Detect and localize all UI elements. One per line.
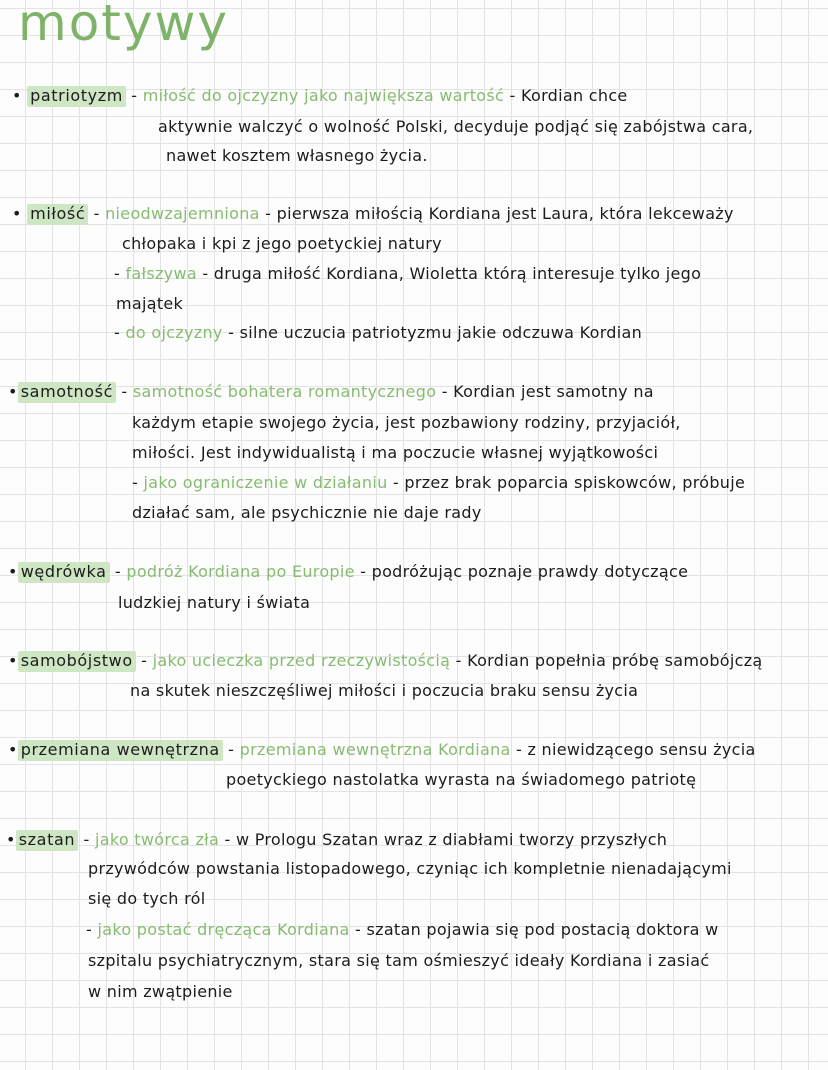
keyword-highlight: przemiana wewnętrzna <box>18 740 223 761</box>
bullet: • <box>8 382 18 401</box>
text-line: działać sam, ale psychicznie nie daje rady <box>132 503 482 522</box>
text: - druga miłość Kordiana, Wioletta którą interesuje tylko jego <box>196 264 702 283</box>
dash: - <box>88 204 106 223</box>
green-phrase: miłość do ojczyzny jako największa wartość <box>142 86 505 105</box>
text-line: aktywnie walczyć o wolność Polski, decyduje podjąć się zabójstwa cara, <box>158 117 754 136</box>
page-title: motywy <box>18 0 229 52</box>
keyword-highlight: wędrówka <box>18 562 110 583</box>
green-phrase: jako ucieczka przed rzeczywistością <box>152 651 451 670</box>
text-line <box>86 920 718 940</box>
section-line <box>8 651 763 671</box>
text: - podróżując poznaje prawdy dotyczące <box>354 562 689 581</box>
text-line <box>114 264 701 284</box>
bullet: • <box>12 204 22 223</box>
text-line: ludzkiej natury i świata <box>118 593 311 612</box>
text-line: nawet kosztem własnego życia. <box>166 146 428 165</box>
keyword-highlight: miłość <box>27 204 88 225</box>
text-line: przywódców powstania listopadowego, czyniąc ich kompletnie nienadającymi <box>88 859 732 878</box>
bullet: • <box>6 830 16 849</box>
text-line: w nim zwątpienie <box>88 982 233 1001</box>
dash: - <box>125 86 143 105</box>
dash: - <box>116 382 133 401</box>
green-phrase: jako postać dręcząca Kordiana <box>97 920 350 939</box>
section-line <box>8 382 654 402</box>
text-line <box>132 473 745 493</box>
text: - Kordian jest samotny na <box>436 382 654 401</box>
section-line <box>8 740 756 760</box>
bullet: • <box>8 562 18 581</box>
green-phrase: jako twórca zła <box>94 830 220 849</box>
green-phrase: fałszywa <box>125 264 197 283</box>
section-line <box>6 830 667 850</box>
text-line: każdym etapie swojego życia, jest pozbawiony rodziny, przyjaciół, <box>132 413 681 432</box>
dash: - <box>114 264 126 283</box>
green-phrase: do ojczyzny <box>125 323 223 342</box>
text: - przez brak poparcia spiskowców, próbuje <box>387 473 746 492</box>
text: - Kordian popełnia próbę samobójczą <box>450 651 763 670</box>
text-line: na skutek nieszczęśliwej miłości i poczucia braku sensu życia <box>130 681 639 700</box>
text: - Kordian chce <box>504 86 628 105</box>
text-line: chłopaka i kpi z jego poetyckiej natury <box>122 234 442 253</box>
text-line: się do tych ról <box>88 889 206 908</box>
green-phrase: podróż Kordiana po Europie <box>126 562 355 581</box>
text: - w Prologu Szatan wraz z diabłami tworzy przyszłych <box>219 830 668 849</box>
text-line: majątek <box>116 294 184 313</box>
text: - z niewidzącego sensu życia <box>510 740 756 759</box>
green-phrase: jako ograniczenie w działaniu <box>143 473 388 492</box>
keyword-highlight: szatan <box>16 830 78 851</box>
keyword-highlight: samotność <box>18 382 116 403</box>
section-line <box>12 204 734 224</box>
text-line: miłości. Jest indywidualistą i ma poczucie własnej wyjątkowości <box>132 443 659 462</box>
section-line <box>12 86 628 106</box>
dash: - <box>78 830 95 849</box>
keyword-highlight: patriotyzm <box>27 86 126 107</box>
text: - szatan pojawia się pod postacią doktora w <box>349 920 719 939</box>
bullet: • <box>12 86 22 105</box>
dash: - <box>222 740 240 759</box>
text-line: szpitalu psychiatrycznym, stara się tam ośmieszyć ideały Kordiana i zasiać <box>88 951 710 970</box>
green-phrase: nieodwzajemniona <box>105 204 260 223</box>
green-phrase: przemiana wewnętrzna Kordiana <box>239 740 511 759</box>
text-line: poetyckiego nastolatka wyrasta na świadomego patriotę <box>226 770 697 789</box>
dash: - <box>114 323 126 342</box>
dash: - <box>135 651 153 670</box>
bullet: • <box>8 740 18 759</box>
text-line <box>114 323 642 343</box>
text: - silne uczucia patriotyzmu jakie odczuwa Kordian <box>222 323 643 342</box>
green-phrase: samotność bohatera romantycznego <box>132 382 437 401</box>
section-line <box>8 562 688 582</box>
dash: - <box>86 920 98 939</box>
dash: - <box>109 562 127 581</box>
bullet: • <box>8 651 18 670</box>
keyword-highlight: samobójstwo <box>18 651 136 672</box>
text: - pierwsza miłością Kordiana jest Laura, która lekceważy <box>259 204 734 223</box>
dash: - <box>132 473 144 492</box>
